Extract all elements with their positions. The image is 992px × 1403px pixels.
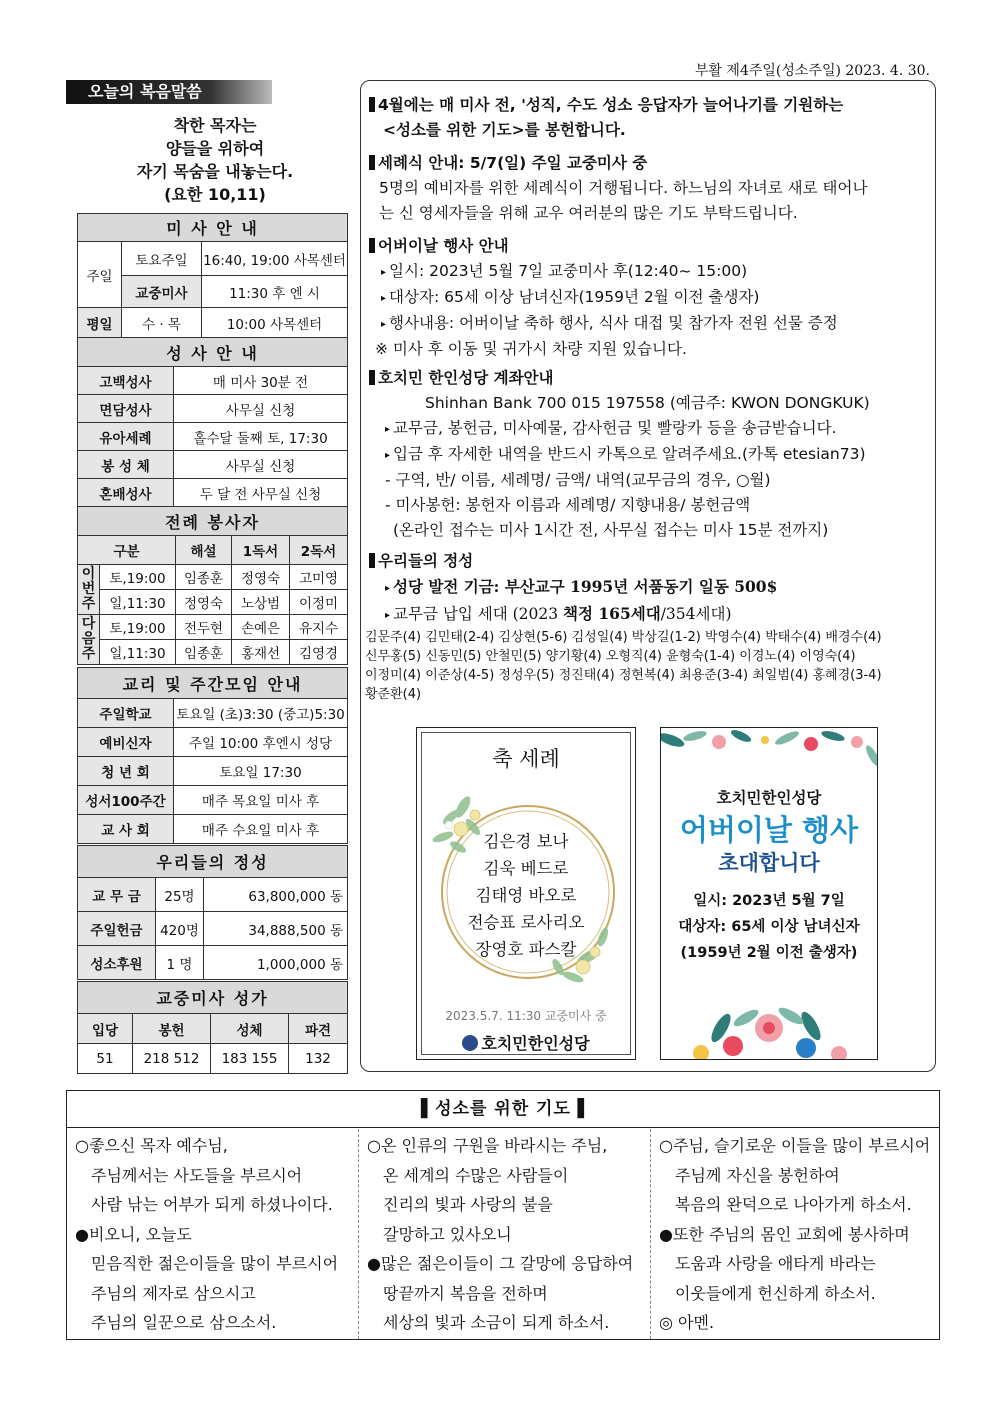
- prayer-line: ○주님, 슬기로운 이들을 많이 부르시어: [659, 1136, 931, 1155]
- mass-name: 수 · 목: [122, 308, 202, 338]
- prayer-line: 땅끝까지 복음을 전하며: [383, 1283, 548, 1303]
- prayer-line: 이웃들에게 헌신하게 하소서.: [675, 1283, 876, 1303]
- liturgy-person: 임종훈: [176, 640, 232, 665]
- prayer-line: 온 세계의 수많은 사람들이: [383, 1165, 569, 1185]
- hymn-header: 봉헌: [133, 1014, 211, 1044]
- mass-table: [77, 213, 348, 338]
- triangle-bullet-icon: ▸: [381, 267, 387, 278]
- prayer-title: [67, 1091, 939, 1128]
- meeting-value: 주일 10:00 후엔시 성당: [174, 728, 348, 757]
- mass-time: 16:40, 19:00 사목센터: [202, 242, 348, 276]
- prayer-line: 주님께 자신을 봉헌하여: [675, 1165, 840, 1185]
- meeting-value: 토요일 (초)3:30 (중고)5:30: [174, 699, 348, 728]
- offering-count: 25명: [156, 878, 204, 912]
- account-notice: [369, 366, 931, 543]
- offering-name: 교 무 금: [78, 878, 156, 912]
- baptized-name: 김욱 베드로: [483, 859, 569, 878]
- bullet-icon: ▌: [421, 1099, 436, 1119]
- donor-names: 신무홍(5) 신동민(5) 안철민(5) 양기황(4) 오형직(4) 윤형숙(1-4) 이경노(4) 이영숙(4): [365, 649, 856, 664]
- baptism-title: 세례식 안내: 5/7(일) 주일 교중미사 중: [378, 154, 648, 172]
- baptism-line: 5명의 예비자를 위한 세례식이 거행됩니다. 하느님의 자녀로 새로 태어나: [379, 179, 868, 197]
- vocation-line: <성소를 위한 기도>를 봉헌합니다.: [383, 121, 626, 139]
- liturgy-person: 전두현: [176, 615, 232, 640]
- liturgy-person: 노상범: [232, 590, 290, 615]
- meeting-value: 매주 목요일 미사 후: [174, 786, 348, 815]
- sacrament-table: [77, 337, 348, 507]
- mass-time: 10:00 사목센터: [202, 308, 348, 338]
- devotion-notice: [365, 549, 931, 704]
- meeting-name: 청 년 회: [78, 757, 174, 786]
- event-card-target-detail: (1959년 2월 이전 출생자): [680, 945, 858, 961]
- sacrament-value: 홀수달 둘째 토, 17:30: [174, 423, 348, 451]
- parents-line: 행사내용: 어버이날 축하 행사, 식사 대접 및 참가자 전원 선물 증정: [389, 314, 838, 332]
- liturgy-person: 손예은: [232, 615, 290, 640]
- meeting-name: 주일학교: [78, 699, 174, 728]
- development-fund: 성당 발전 기금: 부산교구 1995년 서품동기 일동 500$: [393, 577, 778, 596]
- triangle-bullet-icon: ▸: [385, 610, 391, 621]
- prayer-line: 진리의 빛과 사랑의 불을: [383, 1195, 553, 1214]
- gospel-line: 자기 목숨을 내놓는다.: [136, 162, 294, 181]
- meeting-name: 예비신자: [78, 728, 174, 757]
- meetings-table: [77, 667, 348, 844]
- liturgy-person: 이정미: [290, 590, 348, 615]
- offering-name: 주일헌금: [78, 912, 156, 946]
- bullet-icon: ▐: [570, 1099, 585, 1119]
- hymn-header: 입당: [78, 1014, 133, 1044]
- vocation-prayer: [66, 1090, 940, 1340]
- liturgy-person: 홍재선: [232, 640, 290, 665]
- sacrament-name: 면담성사: [78, 395, 174, 423]
- triangle-bullet-icon: ▸: [381, 319, 387, 330]
- offering-title: 우리들의 정성: [78, 846, 348, 878]
- prayer-line: ●많은 젊은이들이 그 갈망에 응답하여: [367, 1254, 634, 1273]
- dues-assessed: 책정 165세대: [563, 604, 661, 623]
- liturgy-person: 임종훈: [176, 565, 232, 590]
- baptized-name: 김태영 바오로: [475, 886, 577, 905]
- triangle-bullet-icon: ▸: [385, 424, 391, 435]
- vocation-line: 4월에는 매 미사 전, '성직, 수도 성소 응답자가 늘어나기를 기원하는: [378, 96, 844, 114]
- hymns-title: 교중미사 성가: [78, 982, 348, 1014]
- liturgy-header: 구분: [78, 536, 176, 565]
- liturgy-header: 2독서: [290, 536, 348, 565]
- bullet-icon: [369, 238, 375, 253]
- triangle-bullet-icon: ▸: [381, 293, 387, 304]
- event-card-subtitle: 초대합니다: [718, 851, 820, 875]
- offering-amount: 34,888,500 동: [204, 912, 348, 946]
- hymns-table: [77, 981, 348, 1074]
- triangle-bullet-icon: ▸: [385, 583, 391, 594]
- parents-title: 어버이날 행사 안내: [378, 237, 509, 255]
- account-line: 교무금, 봉헌금, 미사예물, 감사헌금 및 빨랑카 등을 송금받습니다.: [393, 419, 837, 437]
- sacrament-value: 매 미사 30분 전: [174, 367, 348, 395]
- prayer-line: 주님의 제자로 삼으시고: [91, 1283, 256, 1303]
- account-title: 호치민 한인성당 계좌안내: [378, 369, 554, 387]
- dues-label: 교무금 납입 세대 (2023: [393, 605, 564, 623]
- prayer-line: ○온 인류의 구원을 바라시는 주님,: [367, 1136, 608, 1155]
- bulletin-date: 부활 제4주일(성소주일) 2023. 4. 30.: [694, 63, 930, 79]
- prayer-line: ◎ 아멘.: [659, 1313, 715, 1332]
- liturgy-when: 일,11:30: [100, 590, 176, 615]
- sacrament-value: 사무실 신청: [174, 395, 348, 423]
- church-logo-icon: [462, 1035, 478, 1051]
- bullet-icon: [369, 155, 375, 170]
- mass-title: 미 사 안 내: [78, 214, 348, 242]
- liturgy-person: 고미영: [290, 565, 348, 590]
- sacrament-name: 유아세례: [78, 423, 174, 451]
- liturgy-person: 정영숙: [232, 565, 290, 590]
- prayer-line: 갈망하고 있사오니: [383, 1224, 512, 1244]
- hymn-header: 파견: [289, 1014, 348, 1044]
- prayer-line: 주님께서는 사도들을 부르시어: [91, 1165, 303, 1185]
- account-sub: - 구역, 반/ 이름, 세례명/ 금액/ 내역(교무금의 경우, ○월): [385, 471, 771, 489]
- parents-line: 대상자: 65세 이상 남녀신자(1959년 2월 이전 출생자): [389, 288, 760, 306]
- liturgy-title: 전례 봉사자: [78, 507, 348, 536]
- liturgy-header: 해설: [176, 536, 232, 565]
- prayer-line: ○좋으신 목자 예수님,: [75, 1136, 228, 1155]
- meeting-name: 성서100주간: [78, 786, 174, 815]
- triangle-bullet-icon: ▸: [385, 450, 391, 461]
- devotion-title: 우리들의 정성: [378, 552, 474, 570]
- vocation-notice: [369, 93, 931, 143]
- baptism-line: 는 신 영세자들을 위해 교우 여러분의 많은 기도 부탁드립니다.: [379, 204, 798, 222]
- next-week-label: 다음주: [78, 615, 100, 665]
- gospel-tag: 오늘의 복음말씀: [66, 80, 272, 104]
- baptized-name: 전승표 로사리오: [467, 913, 585, 932]
- baptism-card-title: 축 세례: [492, 747, 560, 771]
- prayer-line: 복음의 완덕으로 나아가게 하소서.: [675, 1195, 912, 1214]
- baptism-names: [422, 828, 630, 963]
- parents-note: ※ 미사 후 이동 및 귀가시 차량 지원 있습니다.: [375, 340, 687, 358]
- bank-account: Shinhan Bank 700 015 197558 (예금주: KWON DONGKUK): [425, 394, 870, 412]
- donor-names: 황준환(4): [365, 687, 422, 702]
- offering-amount: 63,800,000 동: [204, 878, 348, 912]
- gospel-line: 착한 목자는: [173, 116, 257, 135]
- mass-sunday-label: 주일: [78, 242, 122, 308]
- liturgy-person: 유지수: [290, 615, 348, 640]
- mass-name: 토요주일: [122, 242, 202, 276]
- gospel-verse: [70, 114, 360, 206]
- meetings-title: 교리 및 주간모임 안내: [78, 668, 348, 699]
- liturgy-header: 1독서: [232, 536, 290, 565]
- hymn-number: 183 155: [211, 1044, 289, 1074]
- offering-count: 420명: [156, 912, 204, 946]
- liturgy-when: 일,11:30: [100, 640, 176, 665]
- sacrament-name: 봉 성 체: [78, 451, 174, 479]
- event-card-date: 일시: 2023년 5월 7일: [693, 893, 845, 909]
- bullet-icon: [369, 97, 375, 112]
- prayer-line: ●또한 주님의 몸인 교회에 봉사하며: [659, 1224, 910, 1244]
- meeting-value: 토요일 17:30: [174, 757, 348, 786]
- baptism-notice: [369, 151, 931, 226]
- offering-amount: 1,000,000 동: [204, 946, 348, 980]
- parents-day-card: [660, 727, 878, 1060]
- gospel-line: 양들을 위하여: [165, 139, 265, 158]
- donor-names: 김문주(4) 김민태(2-4) 김상현(5-6) 김성일(4) 박상길(1-2) 박영수(4) 박태수(4) 배경수(4): [365, 630, 882, 645]
- gospel-reference: (요한 10,11): [164, 185, 266, 204]
- sacrament-title: 성 사 안 내: [78, 338, 348, 367]
- liturgy-person: 김영경: [290, 640, 348, 665]
- prayer-line: 사람 낚는 어부가 되게 하셨나이다.: [91, 1195, 333, 1214]
- donor-names: 이정미(4) 이준상(4-5) 정성우(5) 정진태(4) 정현복(4) 최용준(3-4) 최일범(4) 홍혜경(3-4): [365, 668, 882, 683]
- prayer-line: 세상의 빛과 소금이 되게 하소서.: [383, 1313, 610, 1332]
- meeting-value: 매주 수요일 미사 후: [174, 815, 348, 844]
- baptism-card-church: 호치민한인성당: [481, 1034, 590, 1053]
- event-card-title: 어버이날 행사: [679, 813, 859, 847]
- sacrament-value: 두 달 전 사무실 신청: [174, 479, 348, 507]
- baptism-card: [416, 727, 636, 1060]
- prayer-column-1: [67, 1129, 359, 1339]
- prayer-title-text: 성소를 위한 기도: [435, 1099, 571, 1119]
- hymn-header: 성체: [211, 1014, 289, 1044]
- offering-table: [77, 845, 348, 980]
- sacrament-name: 혼배성사: [78, 479, 174, 507]
- this-week-label: 이번주: [78, 565, 100, 615]
- prayer-column-3: [651, 1129, 939, 1339]
- liturgy-when: 토,19:00: [100, 615, 176, 640]
- hymn-number: 218 512: [133, 1044, 211, 1074]
- dues-total: /354세대): [660, 605, 732, 623]
- prayer-line: 믿음직한 젊은이들을 많이 부르시어: [91, 1254, 339, 1273]
- bullet-icon: [369, 370, 375, 385]
- meeting-name: 교 사 회: [78, 815, 174, 844]
- hymn-number: 51: [78, 1044, 133, 1074]
- account-sub: - 미사봉헌: 봉헌자 이름과 세례명/ 지향내용/ 봉헌금액: [385, 496, 751, 514]
- prayer-column-2: [359, 1129, 651, 1339]
- event-card-church: 호치민한인성당: [716, 789, 822, 807]
- event-card-target: 대상자: 65세 이상 남녀신자: [678, 919, 860, 935]
- account-line: 입금 후 자세한 내역을 반드시 카톡으로 알려주세요.(카톡 etesian73): [393, 445, 866, 463]
- liturgy-table: [77, 506, 348, 665]
- sacrament-name: 고백성사: [78, 367, 174, 395]
- liturgy-person: 정영숙: [176, 590, 232, 615]
- prayer-line: 주님의 일꾼으로 삼으소서.: [91, 1313, 277, 1332]
- parents-line: 일시: 2023년 5월 7일 교중미사 후(12:40~ 15:00): [389, 262, 748, 280]
- baptism-card-footer: 2023.5.7. 11:30 교중미사 중: [445, 1009, 607, 1023]
- account-sub: (온라인 접수는 미사 1시간 전, 사무실 접수는 미사 15분 전까지): [393, 521, 829, 539]
- mass-time: 11:30 후 엔 시: [202, 276, 348, 308]
- hymn-number: 132: [289, 1044, 348, 1074]
- sacrament-value: 사무실 신청: [174, 451, 348, 479]
- bullet-icon: [369, 553, 375, 568]
- liturgy-when: 토,19:00: [100, 565, 176, 590]
- parents-day-notice: [369, 234, 931, 362]
- prayer-line: 도움과 사랑을 애타게 바라는: [675, 1254, 876, 1273]
- baptized-name: 장영호 파스칼: [475, 940, 577, 959]
- baptized-name: 김은경 보나: [483, 832, 569, 851]
- offering-name: 성소후원: [78, 946, 156, 980]
- mass-weekday-label: 평일: [78, 308, 122, 338]
- mass-name: 교중미사: [122, 276, 202, 308]
- offering-count: 1 명: [156, 946, 204, 980]
- event-card-details: [661, 888, 877, 966]
- prayer-line: ●비오니, 오늘도: [75, 1224, 192, 1244]
